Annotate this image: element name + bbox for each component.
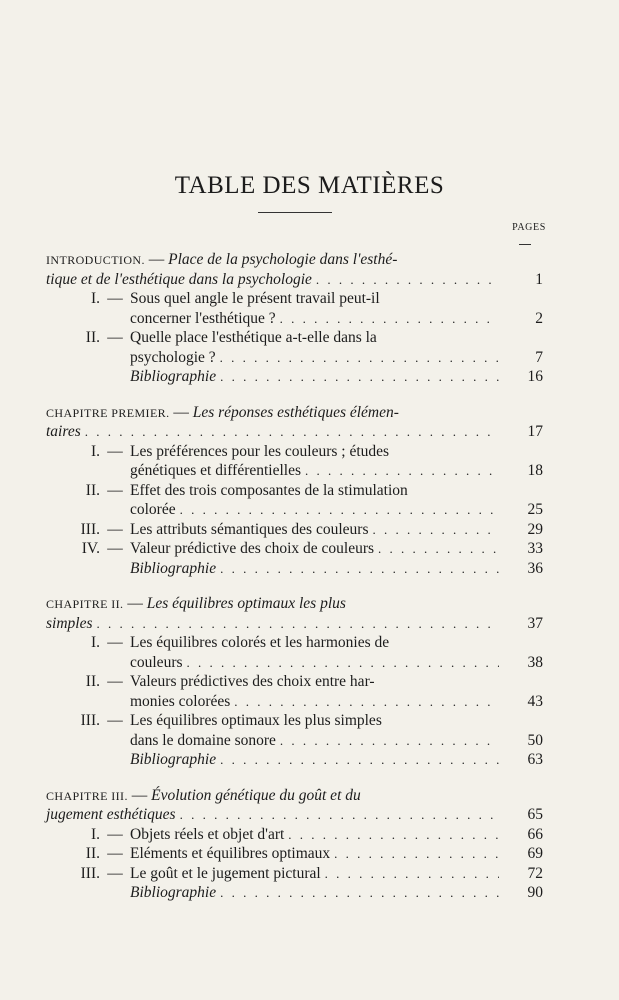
item-dash: — <box>107 845 123 862</box>
toc-item <box>46 711 543 731</box>
item-title: Les préférences pour les couleurs ; études <box>130 442 390 460</box>
item-number: I. <box>90 290 100 307</box>
toc-item-cont <box>46 692 543 712</box>
item-title-cont: concerner l'esthétique ? <box>130 309 276 327</box>
page-number: 7 <box>535 348 543 366</box>
toc-item <box>46 844 543 864</box>
item-dash: — <box>107 481 123 499</box>
bibliography-label: Bibliographie <box>130 559 217 577</box>
leader-dots <box>180 500 499 520</box>
leader-dots <box>305 461 499 481</box>
pages-header-rule <box>519 244 531 245</box>
page-number: 66 <box>527 825 543 843</box>
page-number: 50 <box>527 731 543 749</box>
item-title: Le goût et le jugement pictural <box>130 864 321 882</box>
leader-dots <box>85 422 499 442</box>
page-number: 16 <box>527 368 543 385</box>
heading-sep: — <box>127 595 143 612</box>
leader-dots <box>378 539 499 559</box>
table-of-contents <box>46 250 543 903</box>
toc-item-cont <box>46 461 543 481</box>
toc-bibliography <box>46 883 543 903</box>
toc-section-chapitre-iii <box>46 786 543 903</box>
toc-bibliography <box>46 559 543 579</box>
page-number: 33 <box>527 540 543 557</box>
page-number: 1 <box>535 270 543 288</box>
item-title-cont: couleurs <box>130 653 183 671</box>
page-number: 25 <box>527 501 543 518</box>
heading-title: Place de la psychologie dans l'esthé- <box>168 251 398 268</box>
heading-title: Évolution génétique du goût et du <box>151 786 361 804</box>
heading-title-cont: jugement esthétiques <box>46 806 176 823</box>
heading-label: CHAPITRE III. <box>46 788 128 803</box>
item-dash: — <box>107 825 123 843</box>
heading-title: Les réponses esthétiques élémen- <box>192 403 399 421</box>
item-title: Valeur prédictive des choix de couleurs <box>130 540 375 557</box>
toc-item-cont <box>46 500 543 520</box>
toc-item-cont <box>46 653 543 673</box>
page-number: 69 <box>527 845 543 862</box>
toc-item <box>46 539 543 559</box>
leader-dots <box>220 559 499 579</box>
item-number: II. <box>85 845 100 862</box>
toc-item <box>46 481 543 501</box>
toc-item <box>46 633 543 653</box>
item-number: IV. <box>81 540 100 557</box>
leader-dots <box>334 844 499 864</box>
toc-item <box>46 289 543 309</box>
leader-dots <box>187 653 499 673</box>
leader-dots <box>280 309 499 329</box>
item-title: Eléments et équilibres optimaux <box>130 845 331 862</box>
leader-dots <box>325 864 499 884</box>
toc-heading <box>46 250 543 270</box>
item-dash: — <box>107 329 123 346</box>
item-title: Les attributs sémantiques des couleurs <box>130 520 369 538</box>
item-title: Quelle place l'esthétique a-t-elle dans la <box>130 329 377 346</box>
item-title-cont: dans le domaine sonore <box>130 731 276 749</box>
toc-item <box>46 328 543 348</box>
toc-item <box>46 442 543 462</box>
item-number: I. <box>90 634 100 651</box>
item-title: Les équilibres colorés et les harmonies de <box>130 634 390 651</box>
heading-title: Les équilibres optimaux les plus <box>146 595 346 612</box>
heading-sep: — <box>131 786 148 804</box>
heading-label: CHAPITRE II. <box>46 597 124 611</box>
page-number: 38 <box>527 653 543 671</box>
leader-dots <box>288 825 499 845</box>
page-number: 29 <box>527 520 543 538</box>
leader-dots <box>280 731 499 751</box>
page-number: 18 <box>527 462 543 479</box>
page-number: 65 <box>527 806 543 823</box>
item-title-cont: génétiques et différentielles <box>130 462 302 479</box>
item-dash: — <box>107 290 123 307</box>
bibliography-label: Bibliographie <box>130 884 217 901</box>
toc-heading <box>46 403 543 423</box>
page-number: 63 <box>527 751 543 768</box>
item-dash: — <box>107 634 123 651</box>
toc-bibliography <box>46 367 543 387</box>
item-dash: — <box>107 520 123 538</box>
toc-item <box>46 825 543 845</box>
item-dash: — <box>107 712 123 729</box>
item-number: II. <box>85 481 100 499</box>
item-number: I. <box>90 442 100 460</box>
toc-item-cont <box>46 309 543 329</box>
heading-title-cont: simples <box>46 614 93 632</box>
item-title-cont: colorée <box>130 501 176 518</box>
page-title: TABLE DES MATIÈRES <box>174 172 445 199</box>
heading-title-cont: taires <box>46 423 81 440</box>
page-number: 37 <box>527 614 543 632</box>
toc-heading <box>46 594 543 614</box>
toc-bibliography <box>46 750 543 770</box>
leader-dots <box>316 270 499 290</box>
page-number: 2 <box>535 309 543 327</box>
page-number: 90 <box>527 884 543 901</box>
item-number: II. <box>85 329 100 346</box>
item-number: III. <box>80 520 100 538</box>
pages-column-header: PAGES <box>512 222 546 233</box>
page-number: 72 <box>527 864 543 882</box>
toc-section-chapitre-ii <box>46 594 543 770</box>
toc-section-chapitre-premier <box>46 403 543 579</box>
title-rule <box>258 212 332 213</box>
item-number: II. <box>85 673 100 690</box>
page-number: 36 <box>527 559 543 577</box>
item-dash: — <box>107 864 123 882</box>
leader-dots <box>220 750 499 770</box>
item-number: III. <box>80 712 100 729</box>
leader-dots <box>180 805 499 825</box>
heading-label: CHAPITRE PREMIER. <box>46 405 170 420</box>
leader-dots <box>220 883 499 903</box>
leader-dots <box>220 348 499 368</box>
heading-sep: — <box>148 251 165 268</box>
toc-item <box>46 864 543 884</box>
heading-sep: — <box>173 403 189 421</box>
leader-dots <box>234 692 499 712</box>
toc-item-cont <box>46 731 543 751</box>
item-title-cont: psychologie ? <box>130 348 216 366</box>
toc-heading-cont <box>46 805 543 825</box>
page-number: 43 <box>527 692 543 710</box>
heading-title-cont: tique et de l'esthétique dans la psychologie <box>46 270 312 288</box>
toc-heading-cont <box>46 614 543 634</box>
item-dash: — <box>107 442 123 460</box>
item-number: I. <box>90 825 100 843</box>
item-title-cont: monies colorées <box>130 692 231 710</box>
leader-dots <box>372 520 499 540</box>
bibliography-label: Bibliographie <box>130 368 217 385</box>
bibliography-label: Bibliographie <box>130 751 217 768</box>
toc-item <box>46 520 543 540</box>
heading-label: INTRODUCTION. <box>46 253 145 267</box>
page-number: 17 <box>527 423 543 440</box>
item-title: Sous quel angle le présent travail peut-il <box>130 290 380 307</box>
item-title: Valeurs prédictives des choix entre har- <box>130 673 375 690</box>
toc-heading-cont <box>46 422 543 442</box>
toc-section-introduction <box>46 250 543 387</box>
leader-dots <box>97 614 500 634</box>
item-title: Les équilibres optimaux les plus simples <box>130 712 382 729</box>
item-number: III. <box>80 864 100 882</box>
item-title: Effet des trois composantes de la stimulation <box>130 481 408 499</box>
item-dash: — <box>107 540 123 557</box>
toc-item-cont <box>46 348 543 368</box>
toc-heading <box>46 786 543 806</box>
toc-item <box>46 672 543 692</box>
leader-dots <box>220 367 499 387</box>
item-title: Objets réels et objet d'art <box>130 825 285 843</box>
toc-heading-cont <box>46 270 543 290</box>
item-dash: — <box>107 673 123 690</box>
